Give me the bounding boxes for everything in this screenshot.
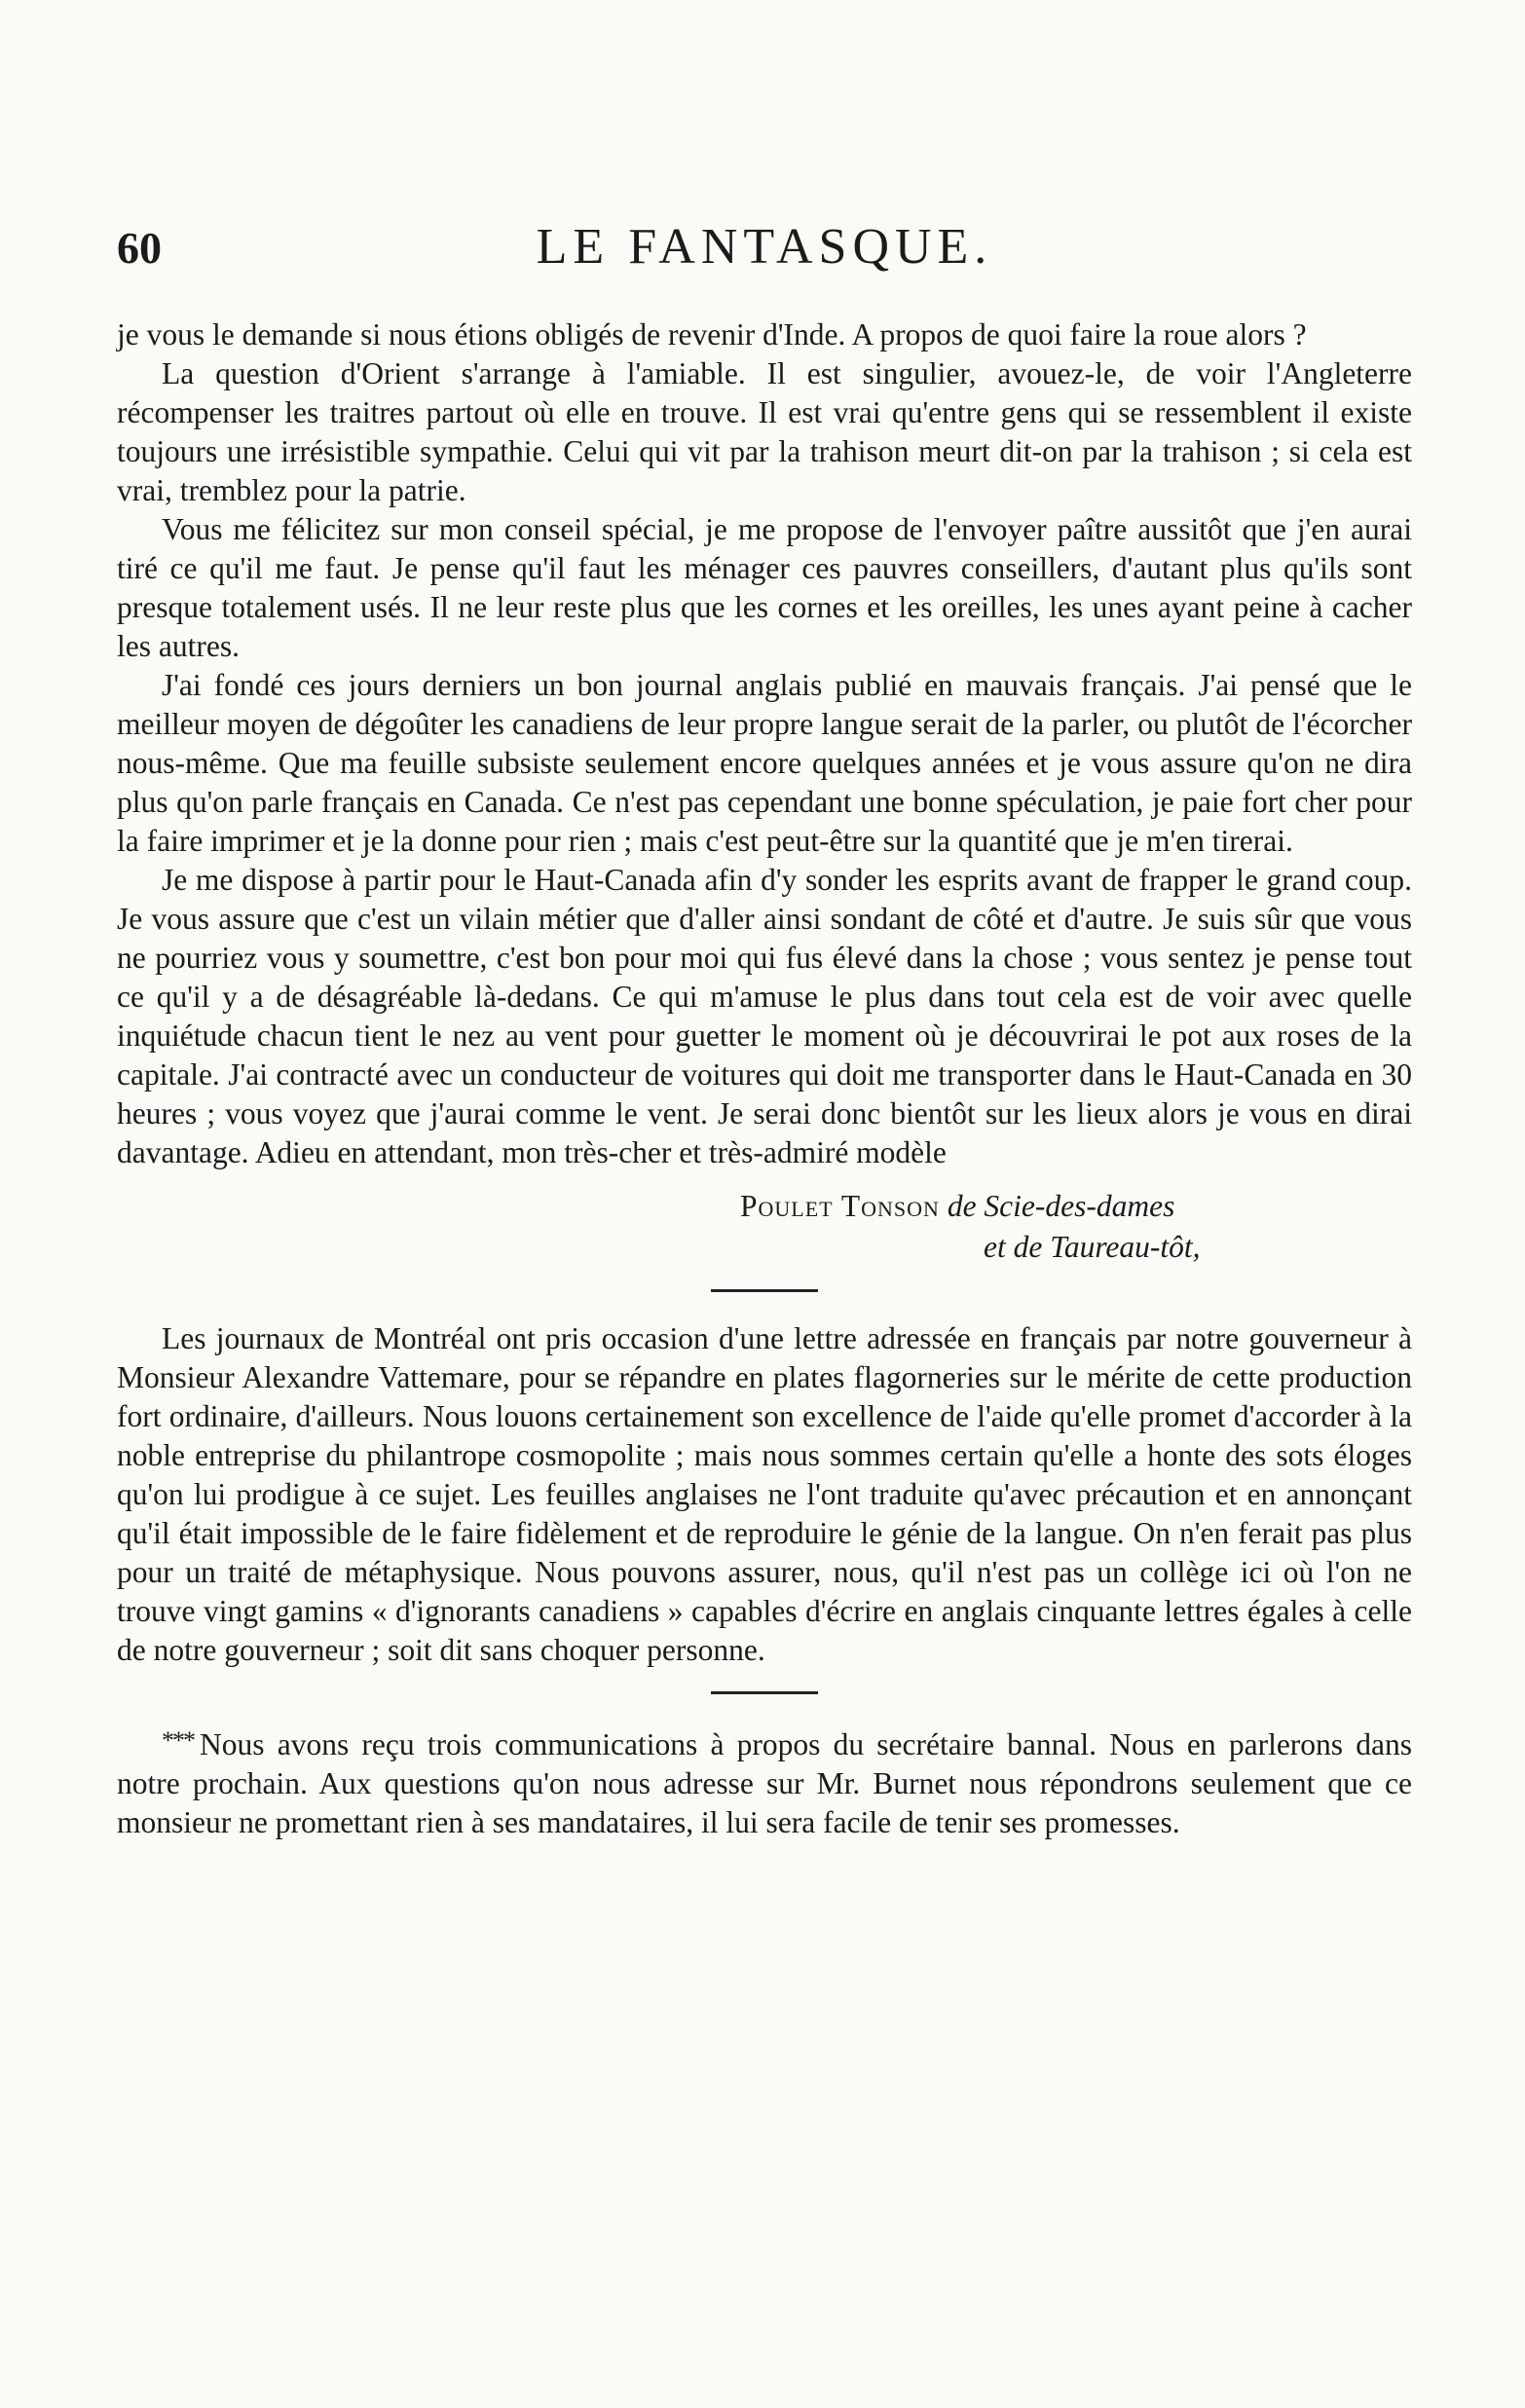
signature-place-line2: et de Taureau-tôt, [984,1230,1201,1264]
section-divider [711,1289,818,1292]
letter-signature [117,1186,1412,1268]
article-communications [117,1722,1412,1842]
asterism-mark: *⁣*⁣* [162,1726,194,1755]
section-divider [711,1691,818,1694]
running-title: LE FANTASQUE. [536,219,993,275]
signature-place-line1: de Scie-des-dames [947,1189,1175,1223]
signature-name: Poulet Tonson [740,1189,940,1223]
article-journaux-montreal: Les journaux de Montréal ont pris occasion d'une lettre adressée en français par notre gouverneur à Monsieur Alexandre Vattemare, pour se répandre en plates flagorneries sur le mérite de cette production fort ordinaire, d'ailleurs. Nous louons certainement son excellence de l'aide qu'elle promet d'accorder à la noble entreprise du philantrope cosmopolite ; mais nous sommes certain qu'elle a honte des sots éloges qu'on lui prodigue à ce sujet. Les feuilles anglaises ne l'ont traduite qu'avec précaution et en annonçant qu'il était impossible de le faire fidèlement et de reproduire le génie de la langue. On n'en ferait pas plus pour un traité de métaphysique. Nous pouvons assurer, nous, qu'il n'est pas un collège ici où l'on ne trouve vingt gamins « d'ignorants canadiens » capables d'écrire en anglais cinquante lettres égales à celle de notre gouverneur ; soit dit sans choquer personne. [117,1321,1412,1667]
document-page [117,214,1412,1842]
letter-paragraph-conseil: Vous me félicitez sur mon conseil spécial, je me propose de l'envoyer paître aussitôt que j'en aurai tiré ce qu'il me faut. Je pense qu'il faut les ménager ces pauvres conseillers, d'autant plus qu'ils sont presque totalement usés. Il ne leur reste plus que les cornes et les oreilles, les unes ayant peine à cacher les autres. [117,512,1412,663]
letter-paragraph-journal: J'ai fondé ces jours derniers un bon journal anglais publié en mauvais français. J'ai pensé que le meilleur moyen de dégoûter les canadiens de leur propre langue serait de la parler, ou plutôt de l'écorcher nous-même. Que ma feuille subsiste seulement encore quelques années et je vous assure qu'on ne dira plus qu'on parle français en Canada. Ce n'est pas cependant une bonne spéculation, je paie fort cher pour la faire imprimer et je la donne pour rien ; mais c'est peut-être sur la quantité que je m'en tirerai. [117,668,1412,858]
letter-paragraph-haut-canada: Je me dispose à partir pour le Haut-Canada afin d'y sonder les esprits avant de frapper le grand coup. Je vous assure que c'est un vilain métier que d'aller ainsi sondant de côté et d'autre. Je suis sûr que vous ne pourriez vous y soumettre, c'est bon pour moi qui fus élevé dans la chose ; vous sentez je pense tout ce qu'il y a de désagréable là-dedans. Ce qui m'amuse le plus dans tout cela est de voir avec quelle inquiétude chacun tient le nez au vent pour guetter le moment où je découvrirai le pot aux roses de la capitale. J'ai contracté avec un conducteur de voitures qui doit me transporter dans le Haut-Canada en 30 heures ; vous voyez que j'aurai comme le vent. Je serai donc bientôt sur les lieux alors je vous en dirai davantage. Adieu en attendant, mon très-cher et très-admiré modèle [117,863,1412,1169]
letter-paragraph-orient: La question d'Orient s'arrange à l'amiable. Il est singulier, avouez-le, de voir l'Angleterre récompenser les traitres partout où elle en trouve. Il est vrai qu'entre gens qui se ressemblent il existe toujours une irrésistible sympathie. Celui qui vit par la trahison meurt dit-on par la trahison ; si cela est vrai, tremblez pour la patrie. [117,356,1412,507]
page-number: 60 [117,223,162,273]
article-communications-text: Nous avons reçu trois communications à propos du secrétaire bannal. Nous en parlerons dans notre prochain. Aux questions qu'on nous adresse sur Mr. Burnet nous répondrons seulement que ce monsieur ne promettant rien à ses mandataires, il lui sera facile de tenir ses promesses. [117,1727,1412,1839]
page-header [117,214,1412,292]
letter-section [117,315,1412,1268]
letter-paragraph-continuation: je vous le demande si nous étions obligés de revenir d'Inde. A propos de quoi faire la roue alors ? [117,317,1307,352]
